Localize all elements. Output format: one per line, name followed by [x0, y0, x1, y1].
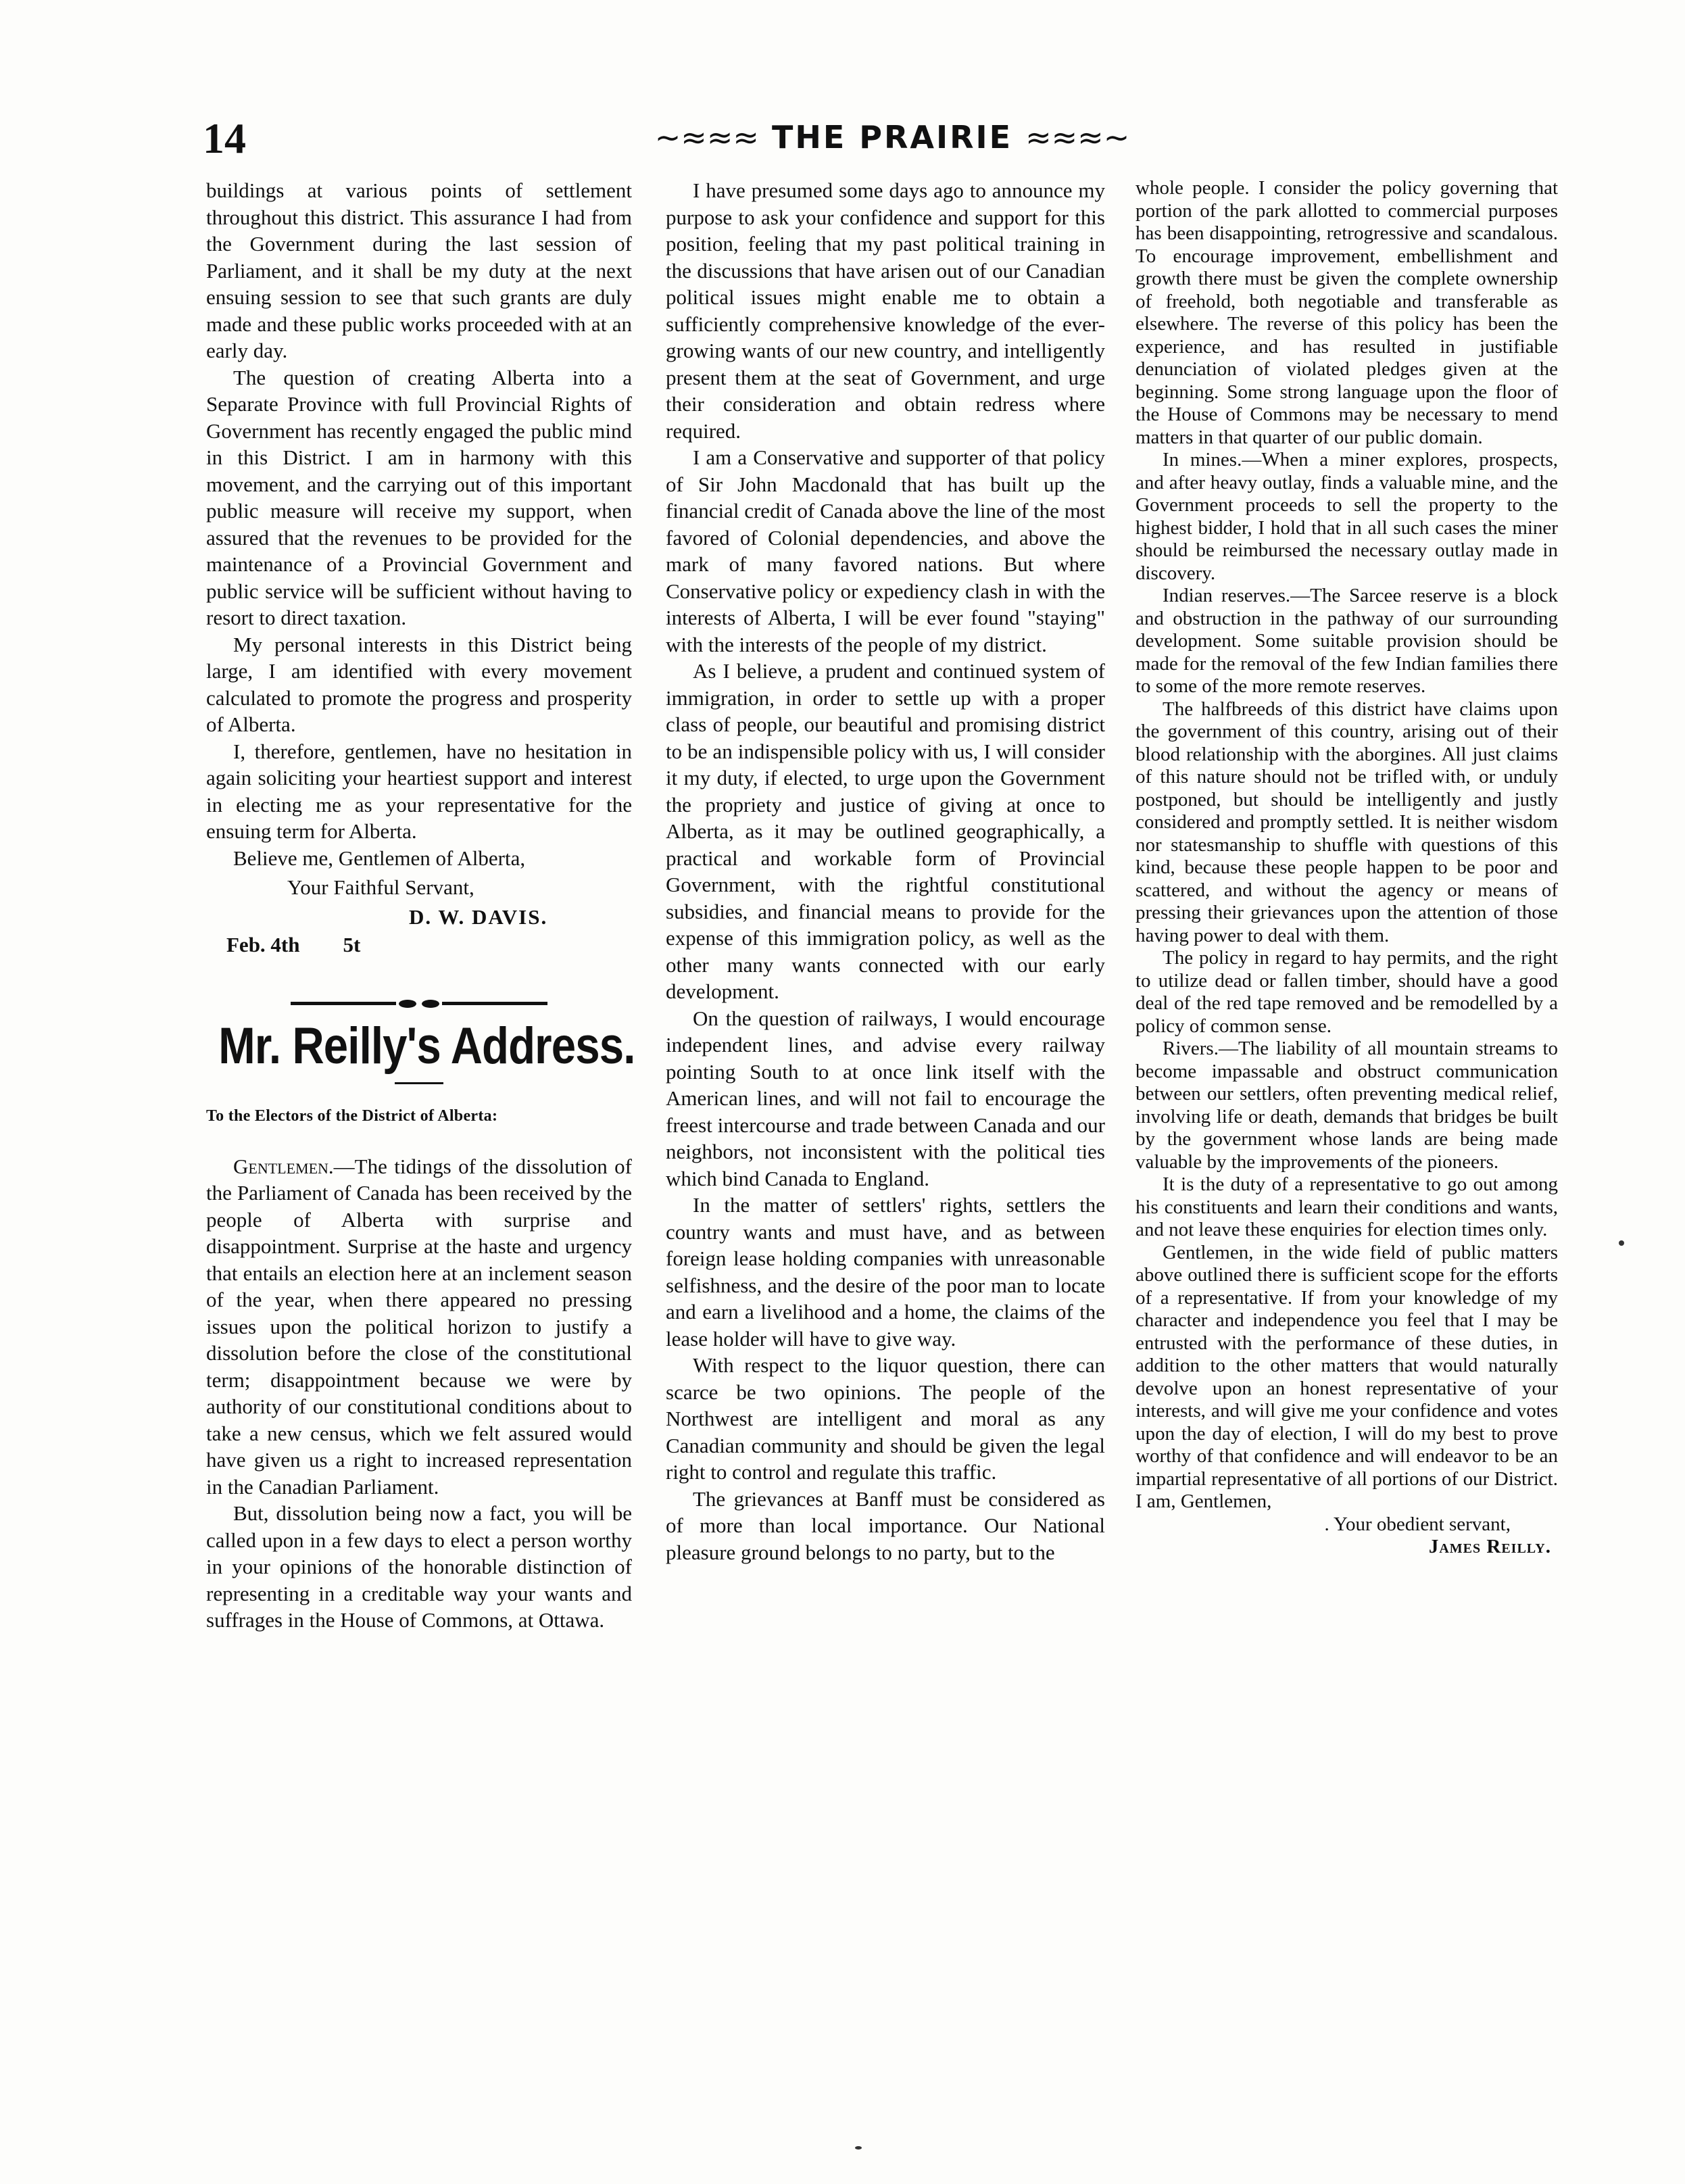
- masthead-ornament-right: ≈≈≈~: [1025, 119, 1130, 155]
- article-headline: Mr. Reilly's Address.: [218, 1017, 635, 1075]
- signature-reilly: James Reilly.: [1428, 1536, 1551, 1557]
- paragraph: Rivers.—The liability of all mountain streams to become impassable and obstruct communication between our settlers, often preventing medical relief, involving life or death, demands that bridges be built by the government whose lands are being made valuable by the improvements of the pioneers.: [1135, 1038, 1558, 1173]
- date: Feb. 4th: [226, 933, 300, 956]
- paragraph-text: —The tidings of the dissolution of the Parliament of Canada has been received by the people of Alberta with surprise and disappointment. Surprise at the haste and urgency that entails an election here at an inclement season of the year, when there appeared no pressing issues upon the political horizon to justify a dissolution before the close of the constitutional term; disappointment because we were by authority of our constitutional conditions about to take a new census, which we felt assured would have given us a right to increased representation in the Canadian Parliament.: [206, 1154, 632, 1499]
- paragraph: I am a Conservative and supporter of that policy of Sir John Macdonald that has built up the financial credit of Canada above the line of the most favored of Colonial dependencies, and above the mark of many favored nations. But where Conservative policy or expediency clash in with the interests of Alberta, I will be ever found "staying" with the interests of the people of my district.: [666, 445, 1105, 656]
- page-number: 14: [203, 114, 246, 162]
- newspaper-title: THE PRAIRIE: [771, 119, 1013, 155]
- column-3: [1135, 177, 1558, 1559]
- paragraph: Gentlemen, in the wide field of public matters above outlined there is sufficient scope for the efforts of a representative. If from your knowledge of my character and independence you feel that I may be entrusted with the performance of these duties, in addition to the other matters that would naturally devolve upon an honest representative of your interests, and will give me your confidence and votes upon the day of election, I will do my best to prove worthy of that confidence and will endeavor to be an impartial representative of all portions of our District. I am, Gentlemen,: [1135, 1241, 1558, 1512]
- paragraph: The policy in regard to hay permits, and the right to utilize dead or fallen timber, should have a good deal of the red tape removed and be remodelled by a policy of common sense.: [1135, 947, 1558, 1037]
- paragraph: The question of creating Alberta into a Separate Province with full Provincial Rights of Government has recently engaged the public mind in this District. I am in harmony with this movement, and the carrying out of this important public measure will receive my support, when assured that the revenues to be provided for the maintenance of a Provincial Government and public service will be sufficient without having to resort to direct taxation.: [206, 365, 632, 629]
- salutation-word: Gentlemen.: [233, 1154, 334, 1178]
- paragraph: The halfbreeds of this district have claims upon the government of this country, arising out of their blood relationship with the aborgines. All just claims of this nature should not be trifled with, or unduly postponed, but should be intelligently and justly considered and promptly settled. It is neither wisdom nor statesmanship to shuffle with questions of this kind, because these people happen to be poor and scattered, and without the agency or means of pressing their grievances upon the attention of those having power to deal with them.: [1135, 698, 1558, 946]
- section-divider: [291, 1002, 547, 1006]
- insertion-code: 5t: [343, 933, 361, 956]
- column-1: [206, 177, 635, 1634]
- page-header: [203, 114, 1541, 168]
- letter-closing: Believe me, Gentlemen of Alberta,: [233, 846, 526, 870]
- paragraph: In mines.—When a miner explores, prospects, and after heavy outlay, finds a valuable mine, and the Government proceeds to sell the property to the highest bidder, I hold that in all such cases the miner should be reimbursed the necessary outlay made in discovery.: [1135, 449, 1558, 584]
- masthead: [602, 119, 1183, 155]
- salutation: To the Electors of the District of Alberta:: [206, 1107, 498, 1125]
- paragraph: whole people. I consider the policy governing that portion of the park allotted to commercial purposes has been disappointing, retrogressive and scandalous. To encourage improvement, embellishment and growth there must be given the complete ownership of freehold, both negotiable and transferable as elsewhere. The reverse of this policy has been the experience, and has resulted in justifiable denunciation of violated pledges given at the beginning. Some strong language upon the floor of the House of Commons may be necessary to mend matters in that quarter of our public domain.: [1135, 177, 1558, 448]
- paragraph: Indian reserves.—The Sarcee reserve is a block and obstruction in the pathway of our surrounding development. Some suitable provision should be made for the removal of the few Indian families there to some of the more remote reserves.: [1135, 585, 1558, 697]
- paragraph: As I believe, a prudent and continued system of immigration, in order to settle up with a proper class of people, our beautiful and promising district to be an indispensible policy with us, I will consider it my duty, if elected, to urge upon the Government the propriety and justice of giving at once to Alberta, as it may be outlined geographically, a practical and workable form of Provincial Government, with the rightful constitutional subsidies, and financial means to provide for the expense of this immigration policy, as well as the other many wants connected with our early development.: [666, 659, 1105, 1003]
- headline-rule: [395, 1082, 443, 1084]
- paragraph: In the matter of settlers' rights, settlers the country wants and must have, and as between foreign lease holding companies with unreasonable selfishness, and the desire of the poor man to locate and earn a livelihood and a home, the claims of the lease holder will have to give way.: [666, 1193, 1105, 1351]
- paragraph: I, therefore, gentlemen, have no hesitation in again soliciting your heartiest support and interest in electing me as your representative for the ensuing term for Alberta.: [206, 739, 632, 843]
- column-2: [666, 177, 1105, 1566]
- paragraph: With respect to the liquor question, there can scarce be two opinions. The people of the Northwest are intelligent and moral as any Canadian community and should be given the legal right to control and regulate this traffic.: [666, 1353, 1105, 1484]
- print-speck: [855, 2146, 862, 2150]
- paragraph: It is the duty of a representative to go out among his constituents and learn their conditions and wants, and not leave these enquiries for election times only.: [1135, 1173, 1558, 1240]
- letter-closing: . Your obedient servant,: [1324, 1513, 1511, 1535]
- paragraph: But, dissolution being now a fact, you will be called upon in a few days to elect a person worthy in your opinions of the honorable distinction of representing in a creditable way your wants and suffrages in the House of Commons, at Ottawa.: [206, 1501, 632, 1632]
- print-speck: [1619, 1240, 1624, 1246]
- paragraph: buildings at various points of settlement throughout this district. This assurance I had from the Government during the last session of Parliament, and it shall be my duty at the next ensuing session to see that such grants are duly made and these public works proceeded with at an early day.: [206, 178, 632, 362]
- paragraph: [206, 1153, 632, 1501]
- masthead-ornament-left: ~≈≈≈: [654, 119, 759, 155]
- paragraph: The grievances at Banff must be considered as of more than local importance. Our National pleasure ground belongs to no party, but to the: [666, 1486, 1105, 1564]
- paragraph: My personal interests in this District being large, I am identified with every movement calculated to promote the progress and prosperity of Alberta.: [206, 632, 632, 736]
- paragraph: I have presumed some days ago to announce my purpose to ask your confidence and support for this position, feeling that my past political training in the discussions that have arisen out of our Canadian political issues might enable me to obtain a sufficiently comprehensive knowledge of the ever-growing wants of our new country, and intelligently present them at the seat of Government, and urge their consideration and obtain redress where required.: [666, 178, 1105, 443]
- letter-valediction: Your Faithful Servant,: [287, 875, 474, 899]
- dateline: [206, 931, 632, 958]
- signature-davis: D. W. DAVIS.: [409, 904, 548, 929]
- paragraph: On the question of railways, I would encourage independent lines, and advise every railway pointing South to at once link itself with the American lines, and will not fail to encourage the freest intercourse and trade between Canada and our neighbors, not inconsistent with the political ties which bind Canada to England.: [666, 1006, 1105, 1190]
